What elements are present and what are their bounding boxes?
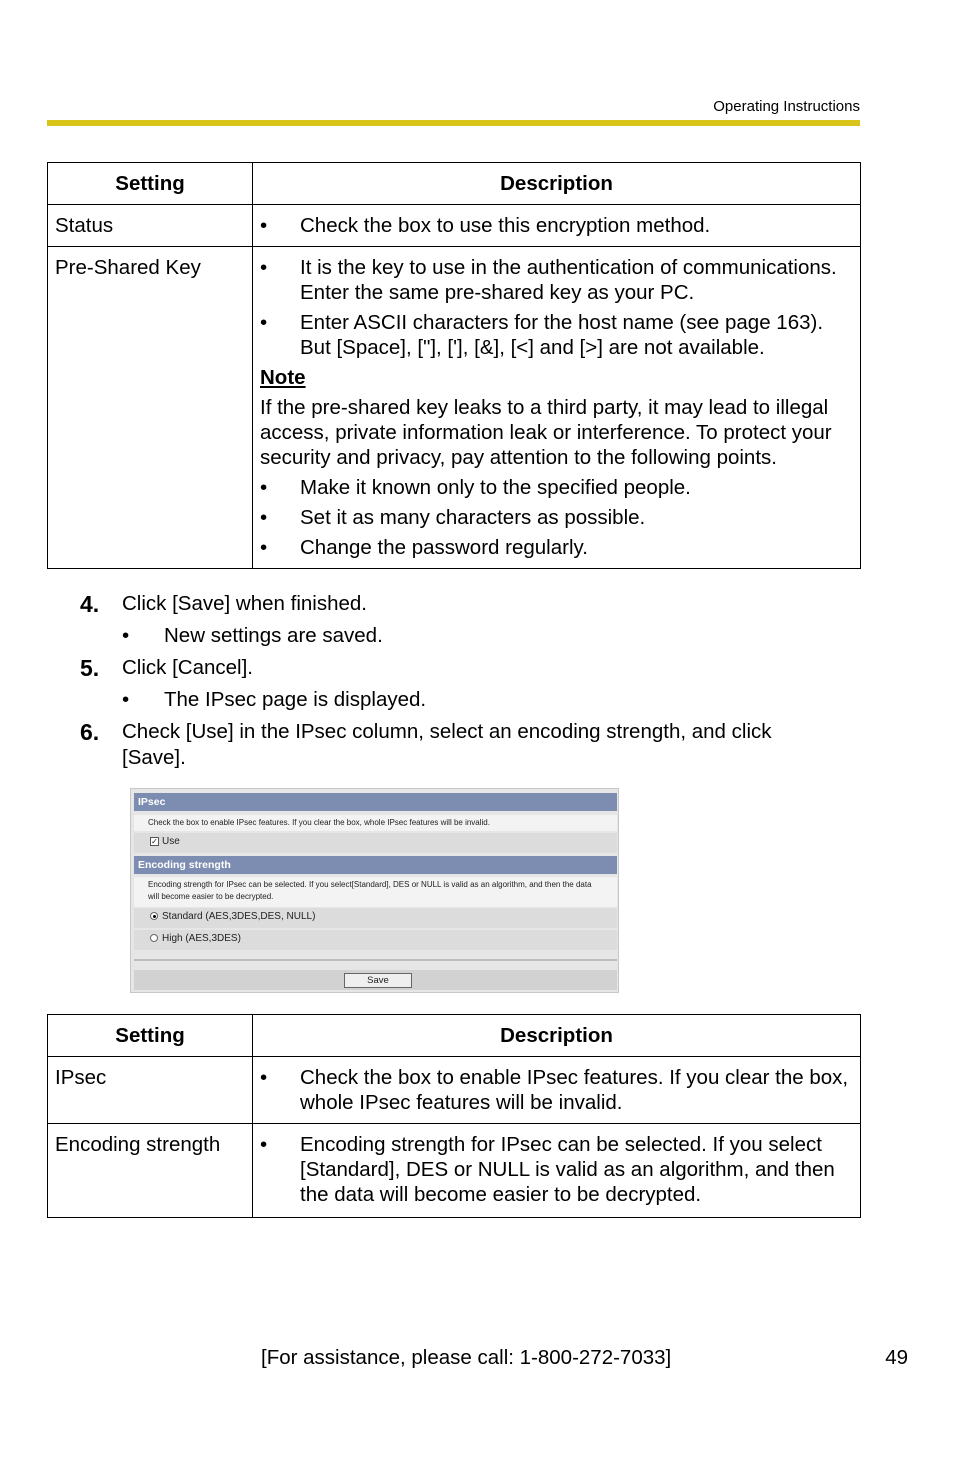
description-pre-shared-key: • It is the key to use in the authentication of communications. Enter the same pre-shared key as your PC. • Enter ASCII characters for the host name (see page 163). But [Space], ["], ['], [&], [<] and [>] are not available. Note If the pre-shared key leaks to a third party, it may lead to illegal access, private information leak or interference. To protect your security and privacy, pay attention to the following points. • Make it known only to the specified people. • Set it as many characters as possible. • Change the password regularly. — [253, 247, 861, 569]
table-row — [48, 247, 861, 569]
table1-header-description: Description — [253, 163, 861, 205]
table2-header-description: Description — [253, 1015, 861, 1057]
header-title: Operating Instructions — [713, 98, 860, 115]
bullet-icon: • — [122, 688, 130, 711]
assistance-text: [For assistance, please call: 1-800-272-7033] — [261, 1346, 672, 1369]
table1-header-setting: Setting — [48, 163, 253, 205]
step-4-result: • New settings are saved. — [122, 624, 383, 647]
standard-label: Standard (AES,3DES,DES, NULL) — [162, 911, 316, 922]
use-label: Use — [162, 836, 180, 847]
high-option-row — [134, 930, 617, 950]
description-ipsec: • Check the box to enable IPsec features. If you clear the box, whole IPsec features will be invalid. — [253, 1057, 861, 1124]
settings-table-2 — [47, 1014, 861, 1218]
use-option-row — [134, 833, 617, 853]
header-rule — [47, 120, 860, 126]
step-5-result: • The IPsec page is displayed. — [122, 688, 427, 711]
settings-table-1 — [47, 162, 861, 569]
bullet-icon: • — [260, 1133, 268, 1156]
setting-encoding-strength: Encoding strength — [48, 1124, 253, 1218]
ipsec-section-title: IPsec — [134, 793, 617, 811]
page-number: 49 — [885, 1346, 908, 1369]
divider — [134, 959, 617, 961]
bullet-icon: • — [260, 256, 268, 279]
save-button[interactable]: Save — [344, 973, 412, 988]
step-5: 5. Click [Cancel]. — [80, 655, 254, 681]
encoding-section-title: Encoding strength — [134, 856, 617, 874]
save-bar — [134, 970, 617, 990]
bullet-icon: • — [122, 624, 130, 647]
steps-list — [80, 591, 820, 771]
standard-option-row — [134, 908, 617, 928]
bullet-icon: • — [260, 506, 268, 529]
bullet-icon: • — [260, 1066, 268, 1089]
table-row — [48, 205, 861, 247]
high-radio[interactable] — [150, 934, 158, 942]
setting-pre-shared-key: Pre-Shared Key — [48, 247, 253, 569]
setting-ipsec: IPsec — [48, 1057, 253, 1124]
use-checkbox[interactable]: ✓ — [151, 836, 158, 846]
description-encoding-strength: • Encoding strength for IPsec can be selected. If you select [Standard], DES or NULL is valid as an algorithm, and then the data will become easier to be decrypted. — [253, 1124, 861, 1218]
step-6: 6. Check [Use] in the IPsec column, select an encoding strength, and click [Save]. — [80, 719, 772, 769]
standard-radio[interactable] — [150, 912, 158, 920]
bullet-icon: • — [260, 476, 268, 499]
bullet-icon: • — [260, 311, 268, 334]
ipsec-settings-panel — [130, 788, 619, 993]
table-row — [48, 1057, 861, 1124]
description-status: • Check the box to use this encryption method. — [253, 205, 861, 247]
step-4: 4. Click [Save] when finished. — [80, 591, 367, 617]
bullet-icon: • — [260, 536, 268, 559]
high-label: High (AES,3DES) — [162, 933, 241, 944]
note-heading: Note — [260, 366, 306, 389]
ipsec-description: Check the box to enable IPsec features. If you clear the box, whole IPsec features will be invalid. — [134, 815, 617, 831]
table-row — [48, 1124, 861, 1218]
table2-header-setting: Setting — [48, 1015, 253, 1057]
setting-status: Status — [48, 205, 253, 247]
encoding-description: Encoding strength for IPsec can be selected. If you select[Standard], DES or NULL is valid as an algorithm, and then the data will become easier to be decrypted. — [134, 877, 617, 907]
note-text: If the pre-shared key leaks to a third party, it may lead to illegal access, private information leak or interference. To protect your security and privacy, pay attention to the following points. — [260, 396, 832, 469]
bullet-icon: • — [260, 214, 268, 237]
